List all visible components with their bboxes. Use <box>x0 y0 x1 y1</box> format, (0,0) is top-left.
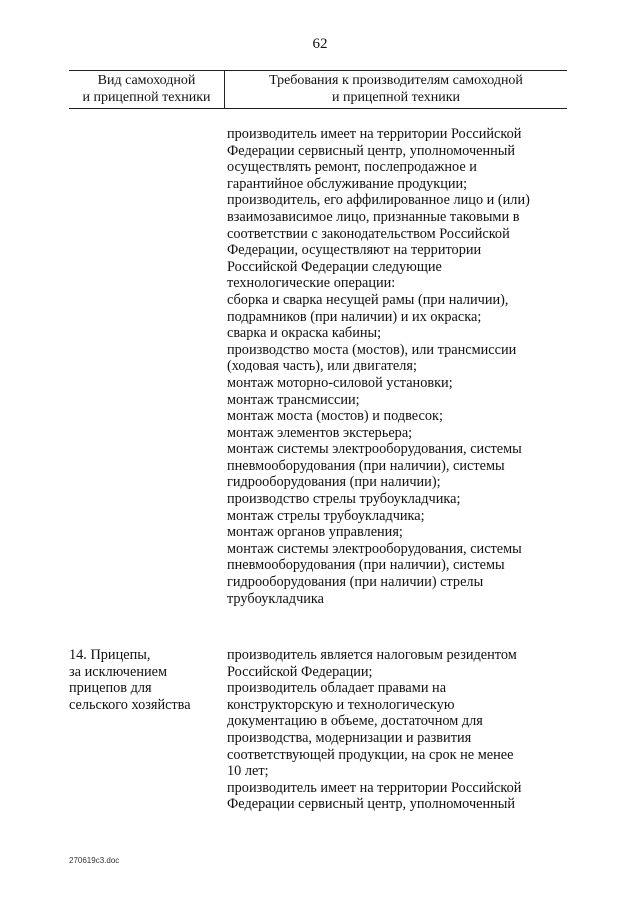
requirement-line: производство стрелы трубоукладчика; <box>227 491 461 508</box>
header-col2-line: и прицепной техники <box>331 90 461 105</box>
header-col2-line: Требования к производителям самоходной <box>269 73 523 88</box>
document-file-code: 270619c3.doc <box>69 856 120 865</box>
requirement-line: соответствии с законодательством Российской <box>227 225 510 242</box>
requirement-line: осуществлять ремонт, послепродажное и <box>227 159 477 176</box>
header-col-vehicle-type <box>69 72 224 106</box>
requirement-line: монтаж элементов экстерьера; <box>227 424 413 441</box>
requirement-line: Федерации сервисный центр, уполномоченный <box>227 796 516 813</box>
requirement-line: Федерации сервисный центр, уполномоченный <box>227 142 516 159</box>
requirement-line: подрамников (при наличии) и их окраска; <box>227 308 482 325</box>
requirement-line: монтаж моста (мостов) и подвесок; <box>227 408 443 425</box>
requirement-line: производитель, его аффилированное лицо и (или) <box>227 192 530 209</box>
requirement-line: монтаж стрелы трубоукладчика; <box>227 507 425 524</box>
requirement-line: Российской Федерации следующие <box>227 258 442 275</box>
header-col1-line: Вид самоходной <box>97 73 196 88</box>
requirement-line: пневмооборудования (при наличии), системы <box>227 557 505 574</box>
requirement-line: пневмооборудования (при наличии), системы <box>227 457 505 474</box>
page-number: 62 <box>312 36 328 52</box>
requirement-line: монтаж органов управления; <box>227 524 403 541</box>
requirement-line: трубоукладчика <box>227 590 324 607</box>
requirement-line: соответствующей продукции, на срок не менее <box>227 746 514 763</box>
header-top-rule <box>69 70 567 71</box>
requirement-line: производитель является налоговым резидентом <box>227 647 517 663</box>
requirement-line: монтаж моторно-силовой установки; <box>227 374 453 391</box>
requirement-line: Российской Федерации; <box>227 663 373 680</box>
vehicle-type-line: прицепов для <box>69 680 152 697</box>
table-header <box>69 70 567 108</box>
requirement-line: гарантийное обслуживание продукции; <box>227 175 468 192</box>
requirement-line: производство моста (мостов), или трансмиссии <box>227 341 517 358</box>
requirement-line: производитель обладает правами на <box>227 680 447 697</box>
requirement-line: монтаж трансмиссии; <box>227 391 360 408</box>
requirement-line: монтаж системы электрооборудования, системы <box>227 441 522 458</box>
requirement-line: производитель имеет на территории Российской <box>227 126 522 142</box>
row-1-requirements <box>227 126 530 607</box>
requirement-line: производства, модернизации и развития <box>227 729 472 746</box>
requirement-line: гидрооборудования (при наличии) стрелы <box>227 574 484 591</box>
requirement-line: сборка и сварка несущей рамы (при наличии), <box>227 291 509 308</box>
header-col-requirements <box>225 72 567 106</box>
header-bottom-rule <box>69 108 567 109</box>
requirement-line: Федерации, осуществляют на территории <box>227 242 482 259</box>
row-2-vehicle-type <box>69 647 191 713</box>
requirement-line: сварка и окраска кабины; <box>227 325 382 342</box>
vehicle-type-line: за исключением <box>69 663 168 680</box>
requirement-line: (ходовая часть), или двигателя; <box>227 358 417 375</box>
requirement-line: монтаж системы электрооборудования, системы <box>227 540 522 557</box>
requirement-line: конструкторскую и технологическую <box>227 696 455 713</box>
requirement-line: производитель имеет на территории Российской <box>227 779 522 796</box>
requirement-line: документацию в объеме, достаточном для <box>227 713 483 730</box>
requirement-line: взаимозависимое лицо, признанные таковыми в <box>227 208 520 225</box>
header-col1-line: и прицепной техники <box>82 90 211 105</box>
requirement-line: 10 лет; <box>227 763 269 780</box>
row-2-requirements <box>227 647 521 813</box>
requirement-line: технологические операции: <box>227 275 396 292</box>
vehicle-type-line: сельского хозяйства <box>69 696 191 713</box>
vehicle-type-line: 14. Прицепы, <box>69 647 151 663</box>
requirement-line: гидрооборудования (при наличии); <box>227 474 441 491</box>
